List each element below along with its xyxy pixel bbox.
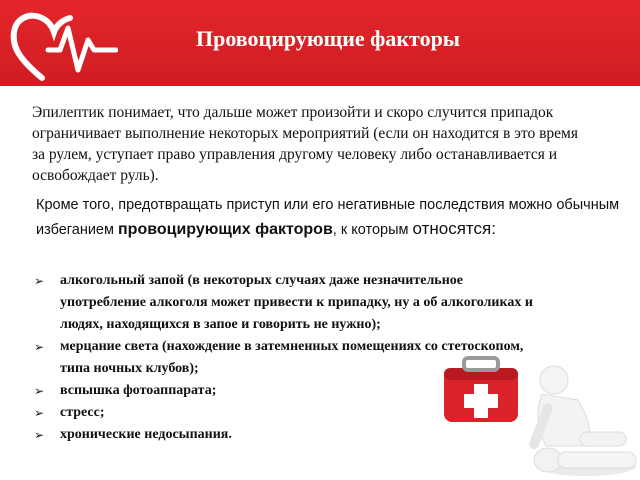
intro-paragraph: Эпилептик понимает, что дальше может произойти и скоро случится припадок ограничивает выполнение некоторых мероприятий (если он находится в это время за рулем, уступает право управления другому человеку либо останавливается и освобождает руль). bbox=[32, 104, 578, 184]
bullet-arrow-icon: ➢ bbox=[34, 406, 45, 420]
prevention-text-start: Кроме того, предотвращать приступ или его негативные последствия можно обычным избеганием bbox=[36, 197, 620, 238]
prevention-paragraph bbox=[36, 194, 626, 242]
bullet-arrow-icon: ➢ bbox=[34, 340, 45, 354]
prevention-text-end: относятся: bbox=[412, 219, 496, 238]
first-aid-kit-person-icon bbox=[436, 334, 640, 480]
page-title: Провоцирующие факторы bbox=[196, 26, 460, 51]
heart-pulse-icon bbox=[8, 6, 118, 84]
bullet-arrow-icon: ➢ bbox=[34, 384, 45, 398]
emphasis-text: провоцирующих факторов bbox=[118, 221, 333, 238]
bullet-arrow-icon: ➢ bbox=[34, 274, 45, 288]
list-item: ➢ стресс; bbox=[34, 402, 534, 424]
list-item: ➢ алкогольный запой (в некоторых случаях даже незначительное употребление алкоголя может привести к припадку, ну а об алкоголиках и людях, находящихся в запое и говорить не нужно); bbox=[34, 270, 534, 336]
list-item: ➢ мерцание света (нахождение в затемненных помещениях со стетоскопом, типа ночных клубов); bbox=[34, 336, 534, 380]
header-bar bbox=[0, 0, 640, 86]
list-item: ➢ вспышка фотоаппарата; bbox=[34, 380, 534, 402]
prevention-text-mid: , к которым bbox=[332, 222, 413, 238]
bullet-arrow-icon: ➢ bbox=[34, 428, 45, 442]
list-item: ➢ хронические недосыпания. bbox=[34, 424, 534, 446]
